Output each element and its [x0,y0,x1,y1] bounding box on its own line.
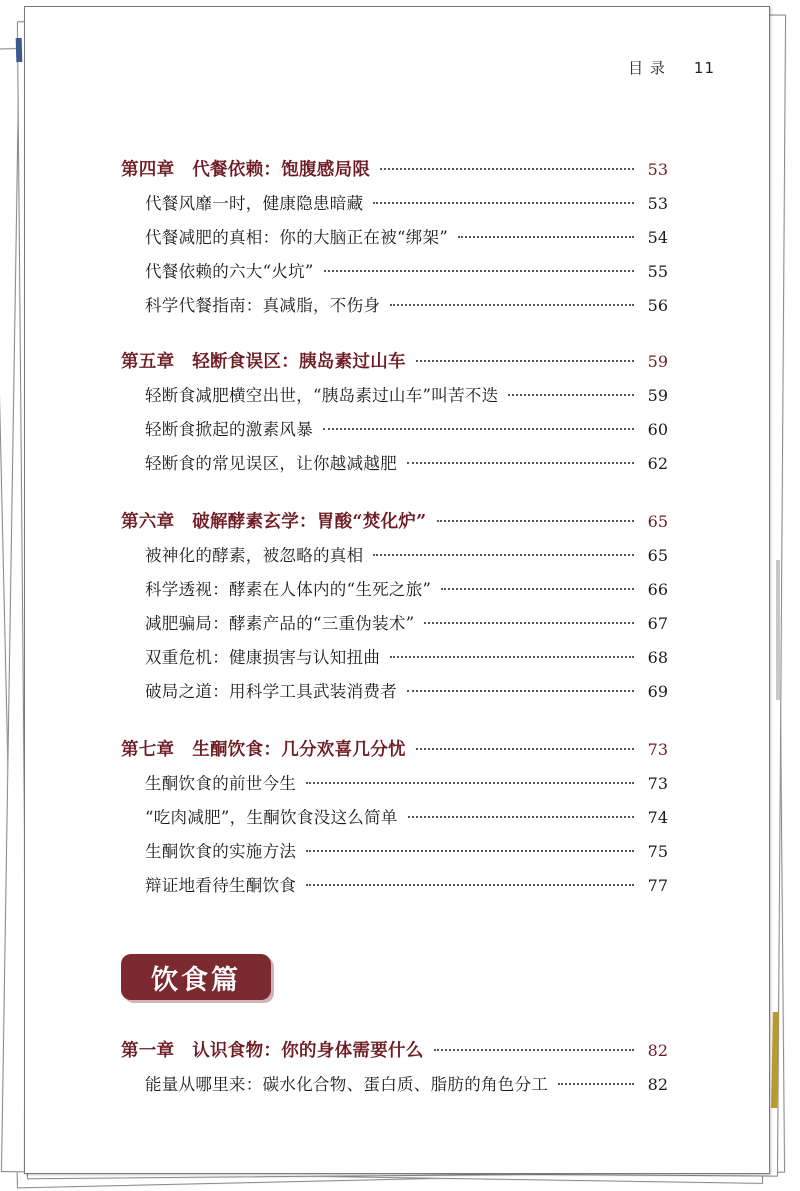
toc-section-row[interactable] [121,292,668,326]
toc-section-row[interactable] [121,450,668,484]
toc-section-row[interactable] [121,610,668,644]
toc-page-number: 67 [647,614,668,633]
toc-page-number: 74 [647,808,668,827]
toc-section-title: 破局之道：用科学工具武装消费者 [145,682,397,701]
toc-page-number: 82 [647,1041,668,1060]
toc-section-title: 被神化的酵素，被忽略的真相 [145,546,364,565]
toc-page-number: 73 [647,740,668,759]
toc-section-title: “吃肉减肥”，生酮饮食没这么简单 [145,808,398,827]
toc-section-title: 生酮饮食的实施方法 [145,842,297,861]
toc-page-number: 68 [647,648,668,667]
toc-section-title: 减肥骗局：酵素产品的“三重伪装术” [145,614,415,633]
toc-leader-dots [324,270,634,272]
toc-leader-dots [458,236,634,238]
running-head [628,57,715,78]
toc-section-row[interactable] [121,1071,668,1105]
toc-leader-dots [558,1083,634,1085]
toc-leader-dots [323,428,634,430]
toc-leader-dots [434,1049,634,1051]
toc-leader-dots [508,394,634,396]
toc-chapter [121,348,668,484]
running-head-label: 目 录 [628,59,666,77]
toc-chapter-title: 第五章 轻断食误区：胰岛素过山车 [121,352,406,372]
toc-leader-dots [306,782,634,784]
toc-page-number: 73 [647,774,668,793]
toc-page-number: 66 [647,580,668,599]
toc-page-number: 53 [647,194,668,213]
toc-chapter-title: 第六章 破解酵素玄学：胃酸“焚化炉” [121,512,427,532]
toc-leader-dots [416,748,634,750]
toc-leader-dots [380,168,634,170]
toc-section-row[interactable] [121,576,668,610]
part-badge [121,954,271,1000]
toc-chapter-row[interactable] [121,348,668,382]
toc-section-title: 辩证地看待生酮饮食 [145,876,297,895]
toc-leader-dots [306,884,634,886]
toc-page-number: 56 [647,296,668,315]
toc-page [24,6,770,1174]
toc-section-row[interactable] [121,382,668,416]
toc-chapter [121,508,668,712]
toc-section-title: 代餐风靡一时，健康隐患暗藏 [145,194,364,213]
toc-page-number: 59 [647,386,668,405]
toc-section-row[interactable] [121,258,668,292]
toc-page-number: 54 [647,228,668,247]
toc-chapter-title: 第四章 代餐依赖：饱腹感局限 [121,160,371,180]
toc-leader-dots [373,554,634,556]
toc-chapter-row[interactable] [121,156,668,190]
toc-leader-dots [306,850,634,852]
toc-section-row[interactable] [121,416,668,450]
toc-section-title: 双重危机：健康损害与认知扭曲 [145,648,381,667]
toc-page-number: 53 [647,160,668,179]
toc-section-title: 代餐减肥的真相：你的大脑正在被“绑架” [145,228,449,247]
toc-chapter [121,1037,668,1105]
toc-section-title: 生酮饮食的前世今生 [145,774,297,793]
toc-chapter-title: 第一章 认识食物：你的身体需要什么 [121,1041,424,1061]
toc-section-row[interactable] [121,872,668,906]
cover-edge-blue [16,38,23,62]
toc-section-row[interactable] [121,678,668,712]
toc-page-number: 82 [647,1075,668,1094]
toc-page-number: 65 [647,512,668,531]
toc-leader-dots [416,360,634,362]
toc-leader-dots [373,202,634,204]
toc-leader-dots [437,520,634,522]
toc-section-title: 轻断食减肥横空出世，“胰岛素过山车”叫苦不迭 [145,386,499,405]
toc-section-row[interactable] [121,770,668,804]
toc-section-title: 科学透视：酵素在人体内的“生死之旅” [145,580,432,599]
toc-section-row[interactable] [121,644,668,678]
toc-chapter-row[interactable] [121,736,668,770]
toc-leader-dots [441,588,634,590]
toc-chapter-row[interactable] [121,508,668,542]
toc-chapter-row[interactable] [121,1037,668,1071]
toc-section-row[interactable] [121,190,668,224]
toc-leader-dots [407,462,634,464]
toc-chapter [121,156,668,326]
toc-chapter [121,736,668,906]
toc-chapter-title: 第七章 生酮饮食：几分欢喜几分忧 [121,740,406,760]
toc-section-row[interactable] [121,804,668,838]
toc-page-number: 65 [647,546,668,565]
running-head-page-number: 11 [693,59,715,77]
toc-section-row[interactable] [121,542,668,576]
toc-page-number: 77 [647,876,668,895]
toc-leader-dots [408,816,634,818]
part-title: 饮食篇 [151,964,241,996]
toc-section-title: 轻断食的常见误区，让你越减越肥 [145,454,397,473]
toc-section-title: 能量从哪里来：碳水化合物、蛋白质、脂肪的角色分工 [145,1075,549,1094]
toc-page-number: 55 [647,262,668,281]
toc-leader-dots [424,622,634,624]
toc-section-row[interactable] [121,224,668,258]
toc-page-number: 60 [647,420,668,439]
toc-section-row[interactable] [121,838,668,872]
toc-leader-dots [390,304,634,306]
toc-page-number: 69 [647,682,668,701]
toc-leader-dots [390,656,634,658]
toc-leader-dots [407,690,634,692]
toc-section-title: 科学代餐指南：真减脂，不伤身 [145,296,381,315]
page-edge-shadow [776,560,780,700]
toc-section-title: 代餐依赖的六大“火坑” [145,262,314,281]
toc-page-number: 59 [647,352,668,371]
toc-section-title: 轻断食掀起的激素风暴 [145,420,313,439]
toc-page-number: 62 [647,454,668,473]
toc-page-number: 75 [647,842,668,861]
